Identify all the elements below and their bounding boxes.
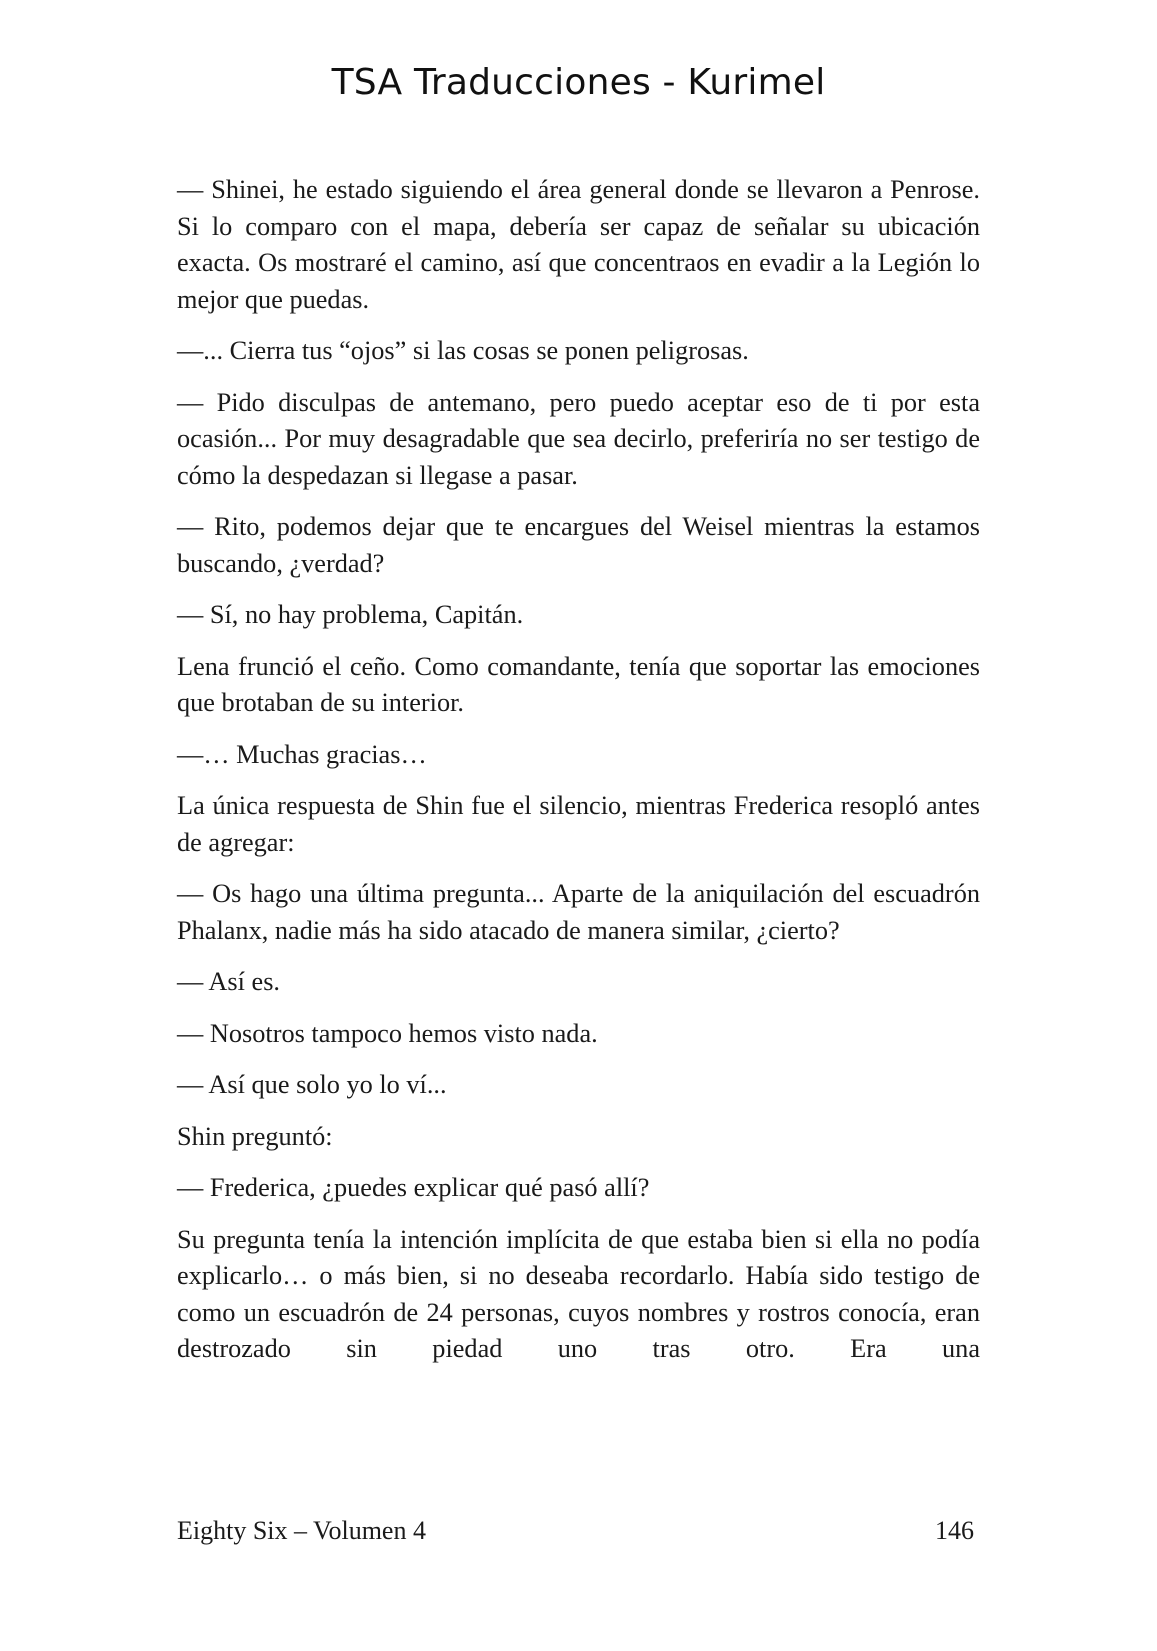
paragraph-10: — Así es. (177, 967, 281, 996)
paragraph-13: Shin preguntó: (177, 1121, 333, 1151)
paragraph-2: —... Cierra tus “ojos” si las cosas se ponen peligrosas. (177, 336, 749, 365)
paragraph-14: — Frederica, ¿puedes explicar qué pasó allí? (177, 1173, 650, 1202)
footer-page-number: 146 (935, 1516, 974, 1545)
paragraph-8: La única respuesta de Shin fue el silencio, mientras Frederica resopló antes de agregar: (177, 791, 980, 857)
paragraph-12: — Así que solo yo lo ví... (177, 1070, 447, 1099)
page-body (177, 172, 980, 1368)
footer-book-title: Eighty Six – Volumen 4 (177, 1516, 426, 1545)
paragraph-4: — Rito, podemos dejar que te encargues del Weisel mientras la estamos buscando, ¿verdad? (177, 512, 980, 578)
paragraph-3: — Pido disculpas de antemano, pero puedo aceptar eso de ti por esta ocasión... Por muy desagradable que sea decirlo, preferiría no ser testigo de cómo la despedazan si llegase a pasar. (177, 387, 980, 490)
paragraph-5: — Sí, no hay problema, Capitán. (177, 600, 524, 629)
paragraph-1: — Shinei, he estado siguiendo el área general donde se llevaron a Penrose. Si lo comparo con el mapa, debería ser capaz de señalar su ubicación exacta. Os mostraré el camino, así que concentraos en evadir a la Legión lo mejor que puedas. (177, 175, 980, 314)
paragraph-6: Lena frunció el ceño. Como comandante, tenía que soportar las emociones que brotaban de su interior. (177, 651, 980, 717)
page-header-title: TSA Traducciones - Kurimel (331, 62, 826, 103)
paragraph-7: —… Muchas gracias… (177, 739, 427, 769)
paragraph-9: — Os hago una última pregunta... Aparte de la aniquilación del escuadrón Phalanx, nadie más ha sido atacado de manera similar, ¿cierto? (177, 879, 980, 945)
paragraph-15: Su pregunta tenía la intención implícita de que estaba bien si ella no podía explicarlo… o más bien, si no deseaba recordarlo. Había sido testigo de como un escuadrón de 24 personas, cuyos nombres y rostros conocía, eran destrozado sin piedad uno tras otro. Era una (177, 1224, 980, 1363)
paragraph-11: — Nosotros tampoco hemos visto nada. (177, 1018, 598, 1048)
